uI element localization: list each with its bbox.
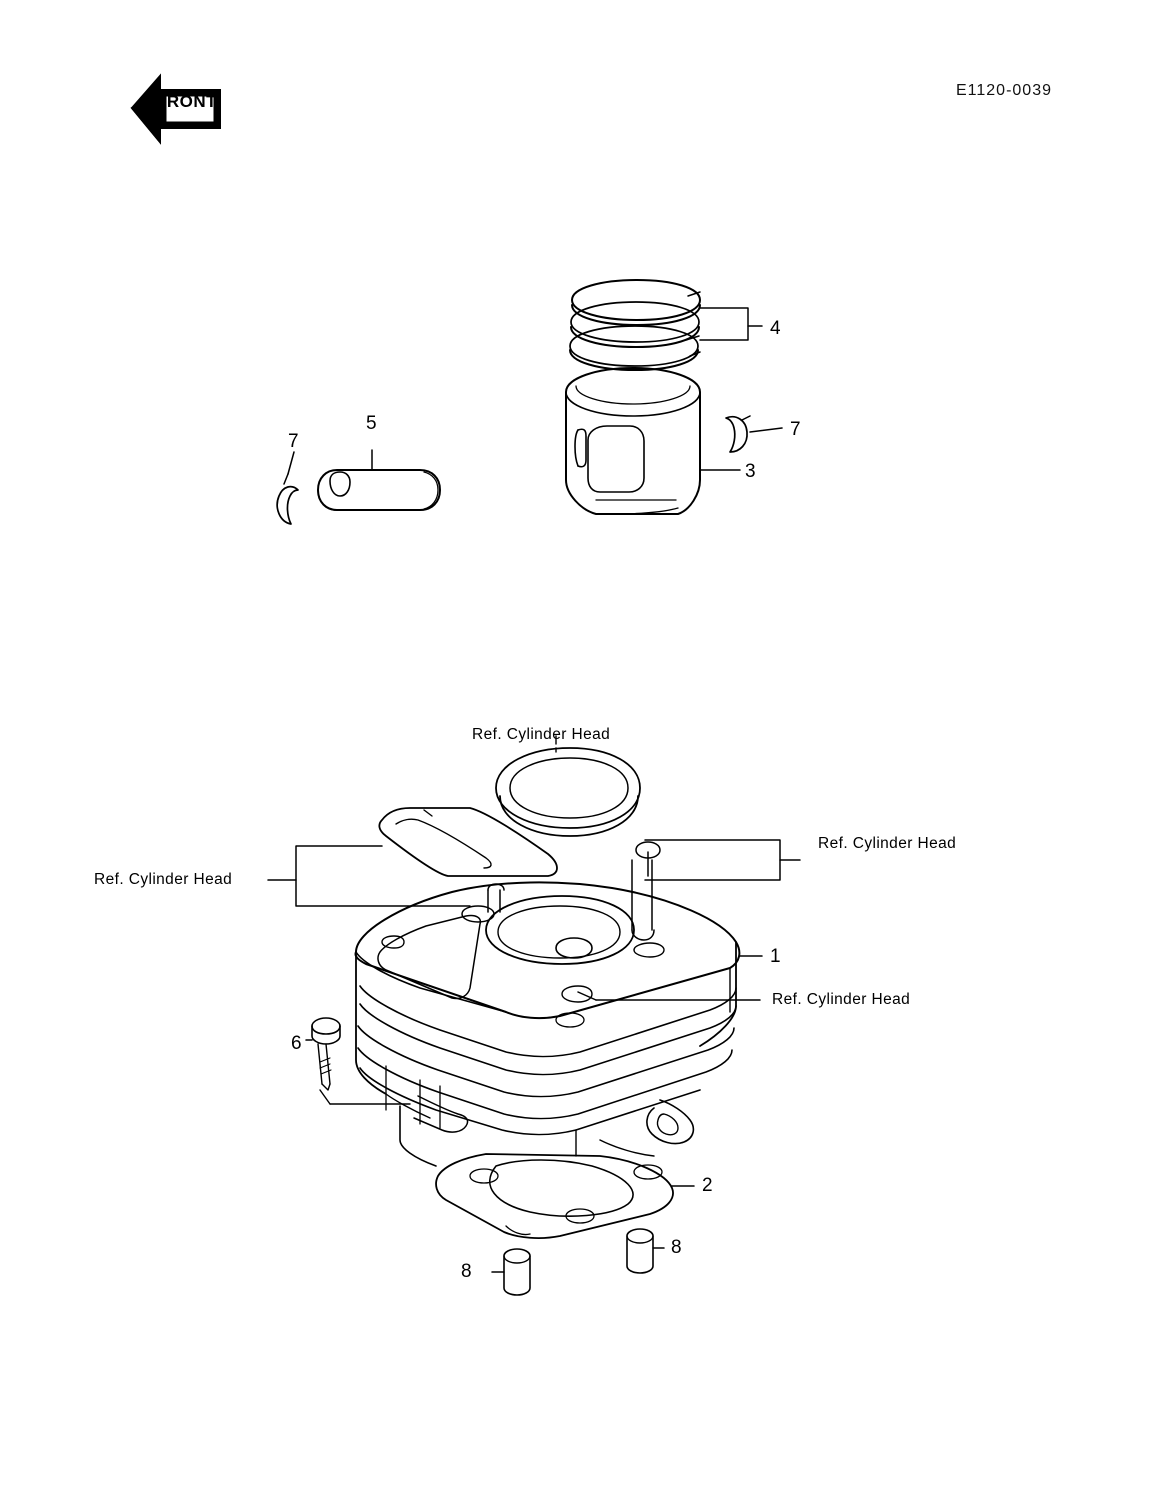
ref-cylinder-head-right-lower: Ref. Cylinder Head: [772, 991, 911, 1008]
callout-7-right: 7: [790, 419, 801, 440]
callout-1: 1: [770, 946, 781, 967]
ref-cylinder-head-right-upper: Ref. Cylinder Head: [818, 835, 957, 852]
callout-8-right: 8: [671, 1237, 682, 1258]
callout-3: 3: [745, 461, 756, 482]
front-badge-label: FRONT: [156, 92, 218, 111]
callout-5: 5: [366, 413, 377, 434]
ref-cylinder-head-top: Ref. Cylinder Head: [472, 726, 611, 743]
callout-6: 6: [291, 1033, 302, 1054]
callout-8-left: 8: [461, 1261, 472, 1282]
callout-4: 4: [770, 318, 781, 339]
callout-2: 2: [702, 1175, 713, 1196]
ref-cylinder-head-left: Ref. Cylinder Head: [94, 871, 233, 888]
document-code: E1120-0039: [956, 82, 1052, 99]
callout-7-left: 7: [288, 431, 299, 452]
